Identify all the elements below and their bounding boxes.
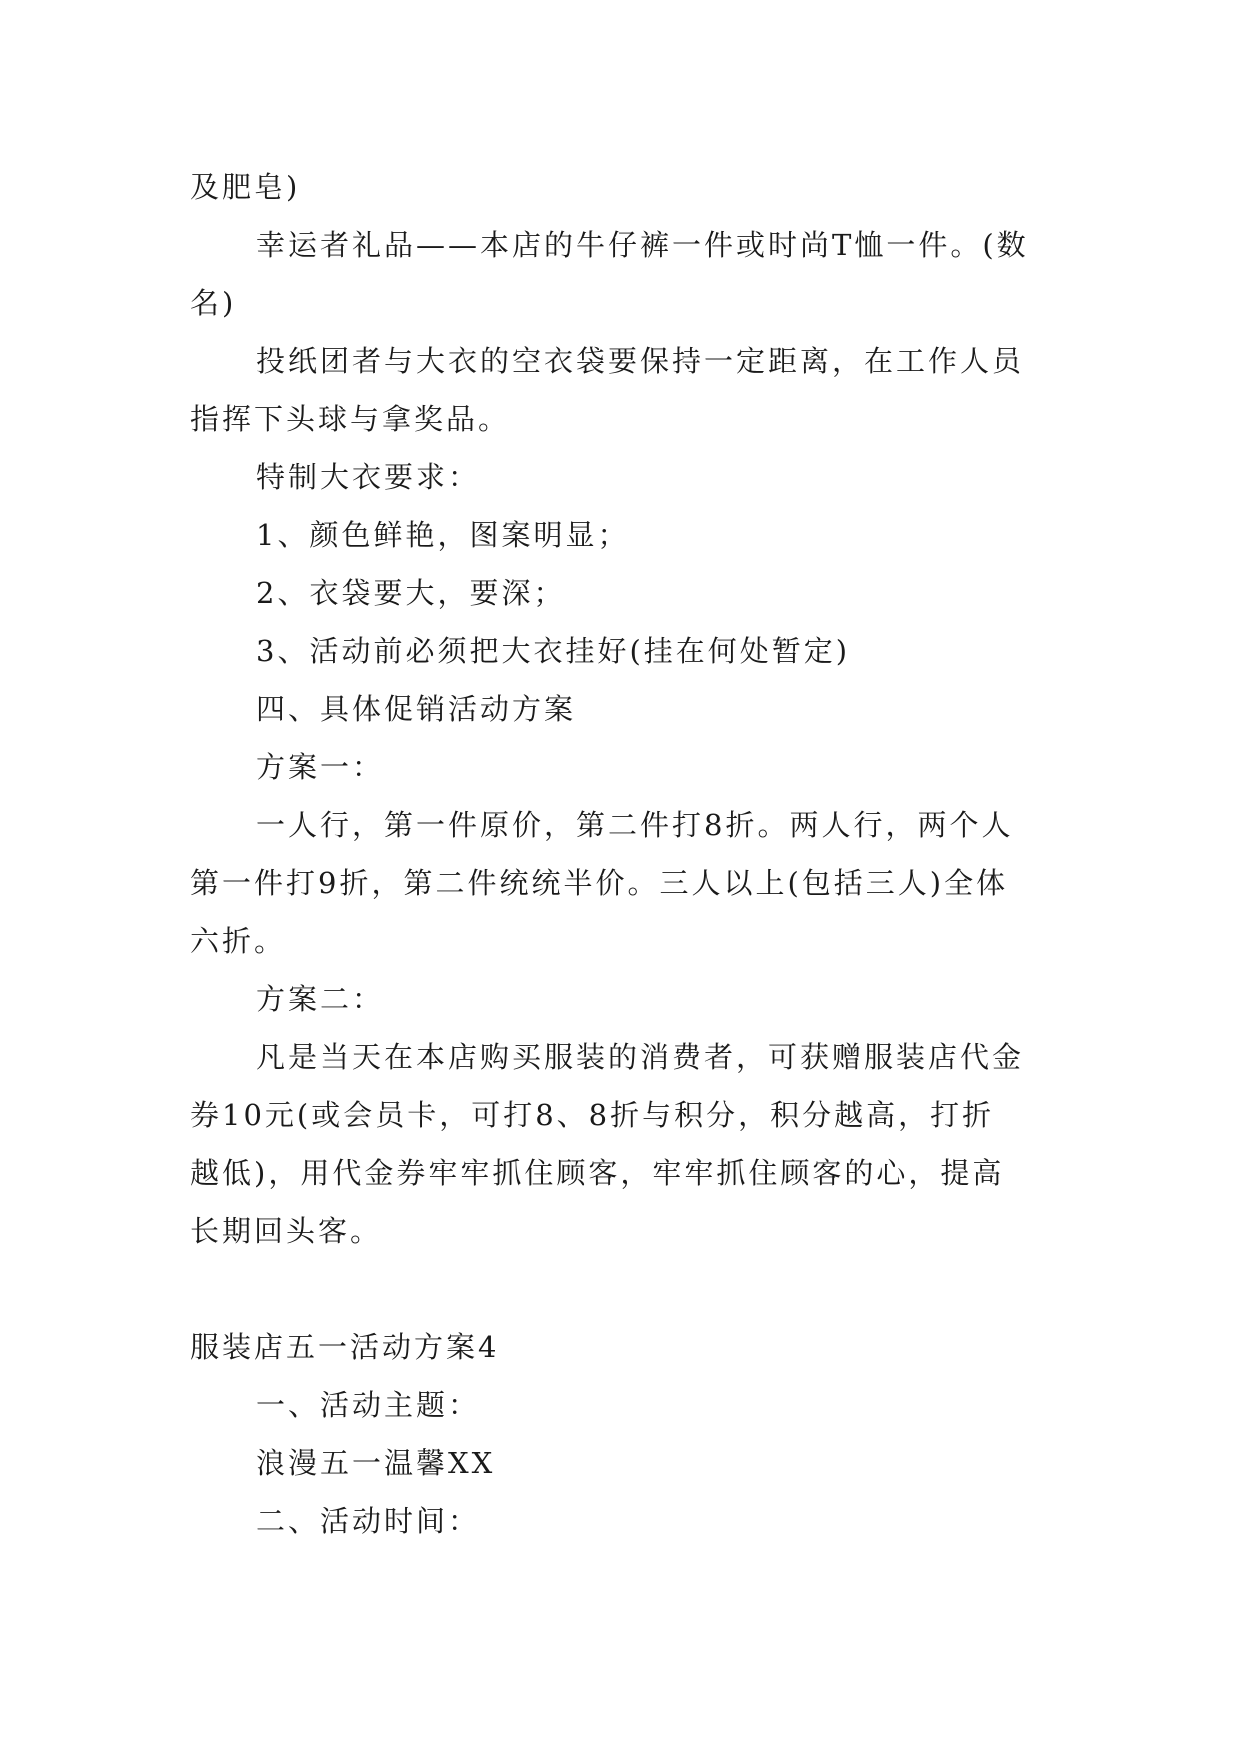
section-heading: 一、活动主题： xyxy=(256,1388,481,1422)
paragraph-line: 六折。 xyxy=(190,924,287,958)
paragraph-line: 券10元(或会员卡，可打8、8折与积分，积分越高，打折 xyxy=(190,1098,995,1132)
paragraph-line: 名) xyxy=(190,286,237,320)
paragraph-line: 一人行，第一件原价，第二件打8折。两人行，两个人 xyxy=(256,808,1014,842)
list-item: 1、颜色鲜艳，图案明显； xyxy=(256,518,630,552)
list-item: 2、衣袋要大，要深； xyxy=(256,576,566,610)
list-item: 3、活动前必须把大衣挂好(挂在何处暂定) xyxy=(256,634,851,668)
paragraph-line: 浪漫五一温馨XX xyxy=(256,1446,496,1480)
paragraph-line: 投纸团者与大衣的空衣袋要保持一定距离，在工作人员 xyxy=(256,344,1025,378)
paragraph-line: 幸运者礼品——本店的牛仔裤一件或时尚T恤一件。(数 xyxy=(256,228,1029,262)
document-body xyxy=(190,158,1052,1550)
paragraph-line: 指挥下头球与拿奖品。 xyxy=(190,402,511,436)
paragraph-line: 长期回头客。 xyxy=(190,1214,383,1248)
paragraph-line: 第一件打9折，第二件统统半价。三人以上(包括三人)全体 xyxy=(190,866,1009,900)
subsection-heading: 方案二： xyxy=(256,982,385,1016)
paragraph-line: 特制大衣要求： xyxy=(256,460,481,494)
subsection-heading: 方案一： xyxy=(256,750,385,784)
document-section-title: 服装店五一活动方案4 xyxy=(190,1330,500,1364)
paragraph-line: 凡是当天在本店购买服装的消费者，可获赠服装店代金 xyxy=(256,1040,1025,1074)
paragraph-line: 越低)，用代金券牢牢抓住顾客，牢牢抓住顾客的心，提高 xyxy=(190,1156,1005,1190)
section-heading: 二、活动时间： xyxy=(256,1504,481,1538)
section-heading: 四、具体促销活动方案 xyxy=(256,692,577,726)
paragraph-line: 及肥皂) xyxy=(190,170,301,204)
